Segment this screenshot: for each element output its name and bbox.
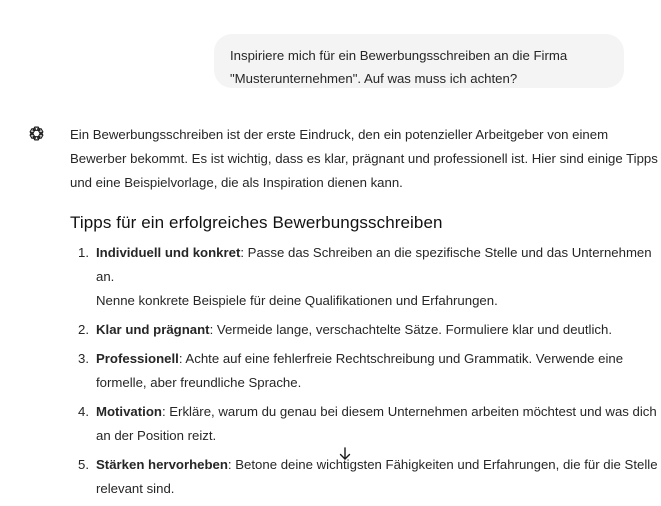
list-item-text: : Passe das Schreiben an die spezifische Stelle und das Unternehmen an. — [96, 245, 652, 284]
list-item-title: Motivation — [96, 404, 162, 419]
list-item-text: Nenne konkrete Beispiele für deine Qualifikationen und Erfahrungen. — [96, 293, 498, 308]
list-item-number: 2. — [78, 322, 89, 337]
list-item-text: : Vermeide lange, verschachtelte Sätze. Formuliere klar und deutlich. — [209, 322, 612, 337]
list-item-text: : Achte auf eine fehlerfreie Rechtschreibung und Grammatik. Verwende eine — [178, 351, 624, 366]
intro-line: Ein Bewerbungsschreiben ist der erste Eindruck, den ein potenzieller Arbeitgeber von einem — [70, 127, 609, 142]
user-message-line: "Musterunternehmen". Auf was muss ich achten? — [230, 71, 518, 86]
list-item-number: 3. — [78, 351, 89, 366]
list-item — [70, 318, 660, 342]
intro-line: und eine Beispielvorlage, die als Inspiration dienen kann. — [70, 175, 403, 190]
arrow-down-icon[interactable] — [337, 446, 353, 462]
list-item — [70, 453, 660, 501]
list-item-title: Individuell und konkret — [96, 245, 241, 260]
user-message-bubble — [214, 34, 624, 88]
tips-list — [70, 241, 660, 501]
intro-line: Bewerber bekommt. Es ist wichtig, dass es klar, prägnant und professionell ist. Hier sind einige Tipps — [70, 151, 658, 166]
list-item-number: 4. — [78, 404, 89, 419]
openai-logo-icon — [28, 125, 45, 142]
list-item-text: formelle, aber freundliche Sprache. — [96, 375, 302, 390]
list-item-text: : Erkläre, warum du genau bei diesem Unternehmen arbeiten möchtest und was dich — [161, 404, 657, 419]
list-item-title: Professionell — [96, 351, 179, 366]
section-heading: Tipps für ein erfolgreiches Bewerbungsschreiben — [70, 213, 443, 232]
list-item-text: relevant sind. — [96, 481, 175, 496]
list-item-title: Stärken hervorheben — [96, 457, 228, 472]
list-item-text: an der Position reizt. — [96, 428, 217, 443]
intro-paragraph — [70, 123, 660, 195]
list-item-number: 5. — [78, 457, 89, 472]
user-message-line: Inspiriere mich für ein Bewerbungsschreiben an die Firma — [230, 48, 568, 63]
list-item-title: Klar und prägnant — [96, 322, 210, 337]
assistant-message — [70, 123, 660, 506]
list-item — [70, 241, 660, 313]
list-item-text: : Betone deine wichtigsten Fähigkeiten und Erfahrungen, die für die Stelle — [227, 457, 658, 472]
list-item — [70, 347, 660, 395]
list-item — [70, 400, 660, 448]
list-item-number: 1. — [78, 245, 89, 260]
